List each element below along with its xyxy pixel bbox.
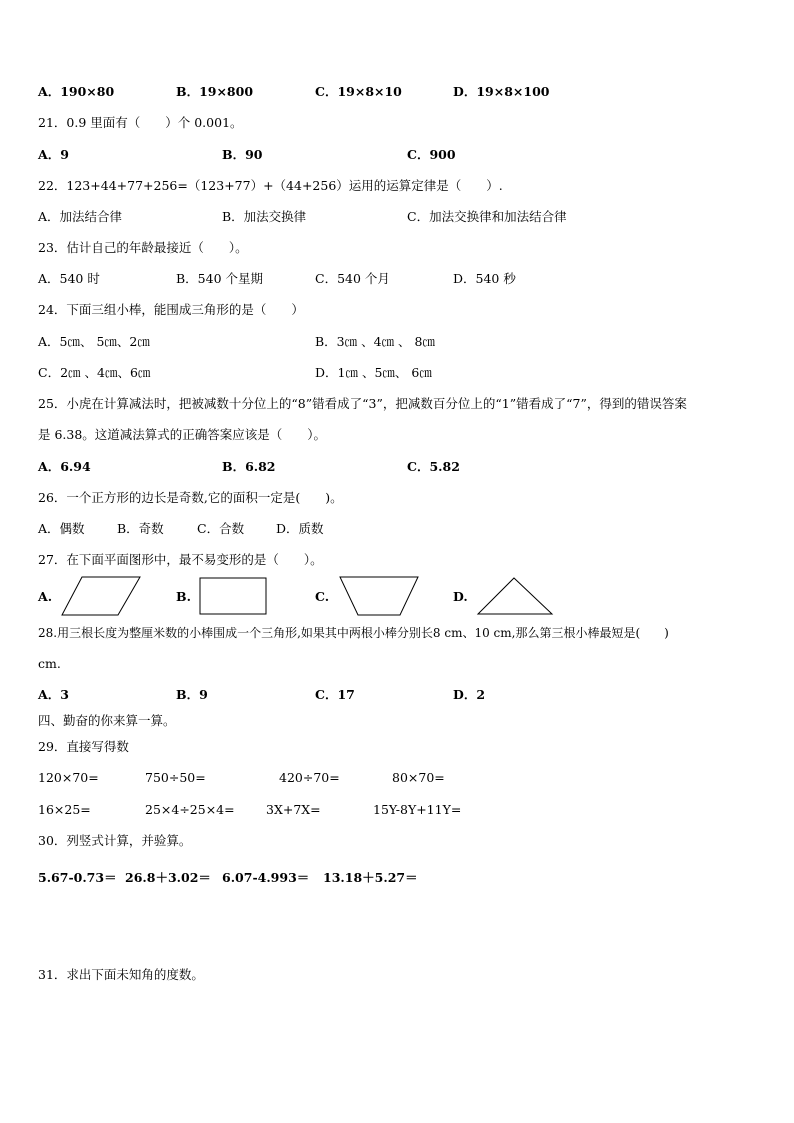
q21-option-c: C．900 xyxy=(407,147,456,162)
q30-item: 5.67-0.73＝ xyxy=(38,870,117,885)
q29-item: 25×4÷25×4= xyxy=(145,802,235,817)
q29-item: 80×70= xyxy=(392,770,445,785)
q22-option-a: A．加法结合律 xyxy=(38,209,123,224)
q23-option-a: A．540 时 xyxy=(38,271,100,286)
q25-option-a: A．6.94 xyxy=(38,459,91,474)
parallelogram-figure xyxy=(60,575,142,617)
q29-stem: 29．直接写得数 xyxy=(38,739,129,754)
q26-option-d: D．质数 xyxy=(276,521,324,536)
q21-option-a: A．9 xyxy=(38,147,69,162)
q24-stem: 24．下面三组小棒，能围成三角形的是（ ） xyxy=(38,302,304,317)
q27-stem: 27．在下面平面图形中，最不易变形的是（ ）。 xyxy=(38,552,323,567)
q28-stem-line2: cm. xyxy=(38,656,61,671)
q21-option-b: B．90 xyxy=(222,147,263,162)
q24-option-b: B．3㎝ 、4㎝ 、 8㎝ xyxy=(315,334,435,349)
q22-stem: 22．123+44+77+256=（123+77）+（44+256）运用的运算定律是（ ）. xyxy=(38,178,503,193)
q26-stem: 26．一个正方形的边长是奇数,它的面积一定是( )。 xyxy=(38,490,343,505)
q30-item: 26.8＋3.02＝ xyxy=(125,870,211,885)
q31-stem: 31．求出下面未知角的度数。 xyxy=(38,967,204,982)
q24-option-d: D．1㎝ 、5㎝、 6㎝ xyxy=(315,365,432,380)
q24-option-a: A．5㎝、 5㎝、2㎝ xyxy=(38,334,150,349)
q23-option-b: B．540 个星期 xyxy=(176,271,264,286)
q28-option-b: B．9 xyxy=(176,687,208,702)
q23-option-c: C．540 个月 xyxy=(315,271,390,286)
q26-option-a: A．偶数 xyxy=(38,521,85,536)
q25-stem-line2: 是 6.38。这道减法算式的正确答案应该是（ ）。 xyxy=(38,427,327,442)
q28-option-d: D．2 xyxy=(453,687,486,702)
q20-option-b: B．19×800 xyxy=(176,84,254,99)
q23-option-d: D．540 秒 xyxy=(453,271,516,286)
q29-item: 750÷50= xyxy=(145,770,206,785)
q30-item: 6.07-4.993＝ xyxy=(222,870,310,885)
q25-stem-line1: 25．小虎在计算减法时，把被减数十分位上的“8”错看成了“3”，把减数百分位上的“1”错看成了“7”，得到的错误答案 xyxy=(38,396,687,411)
q25-option-b: B．6.82 xyxy=(222,459,276,474)
q26-option-c: C．合数 xyxy=(197,521,245,536)
q25-option-c: C．5.82 xyxy=(407,459,460,474)
q29-item: 3X+7X= xyxy=(266,802,321,817)
q22-option-c: C．加法交换律和加法结合律 xyxy=(407,209,567,224)
q23-stem: 23．估计自己的年龄最接近（ ）。 xyxy=(38,240,248,255)
q28-stem-line1: 28.用三根长度为整厘米数的小棒围成一个三角形,如果其中两根小棒分别长8 cm、10 cm,那么第三根小棒最短是( ) xyxy=(38,626,669,640)
section-heading: 四、勤奋的你来算一算。 xyxy=(38,713,176,728)
q27-option-a: A. xyxy=(38,589,53,604)
q28-option-c: C．17 xyxy=(315,687,355,702)
q24-option-c: C．2㎝ 、4㎝、6㎝ xyxy=(38,365,151,380)
q29-item: 120×70= xyxy=(38,770,99,785)
q20-option-d: D．19×8×100 xyxy=(453,84,550,99)
q29-item: 16×25= xyxy=(38,802,91,817)
q30-item: 13.18＋5.27＝ xyxy=(323,870,418,885)
q26-option-b: B．奇数 xyxy=(117,521,164,536)
q28-option-a: A．3 xyxy=(38,687,69,702)
q29-item: 15Y-8Y+11Y= xyxy=(373,802,462,817)
q27-option-d: D. xyxy=(453,589,468,604)
q20-option-a: A．190×80 xyxy=(38,84,115,99)
rectangle-figure xyxy=(198,576,268,616)
q30-stem: 30．列竖式计算，并验算。 xyxy=(38,833,192,848)
q27-option-b: B. xyxy=(176,589,191,604)
q27-option-c: C. xyxy=(315,589,330,604)
trapezoid-figure xyxy=(338,575,420,617)
q22-option-b: B．加法交换律 xyxy=(222,209,307,224)
q21-stem: 21．0.9 里面有（ ）个 0.001。 xyxy=(38,115,243,130)
q29-item: 420÷70= xyxy=(279,770,340,785)
q20-option-c: C．19×8×10 xyxy=(315,84,402,99)
triangle-figure xyxy=(476,576,554,616)
